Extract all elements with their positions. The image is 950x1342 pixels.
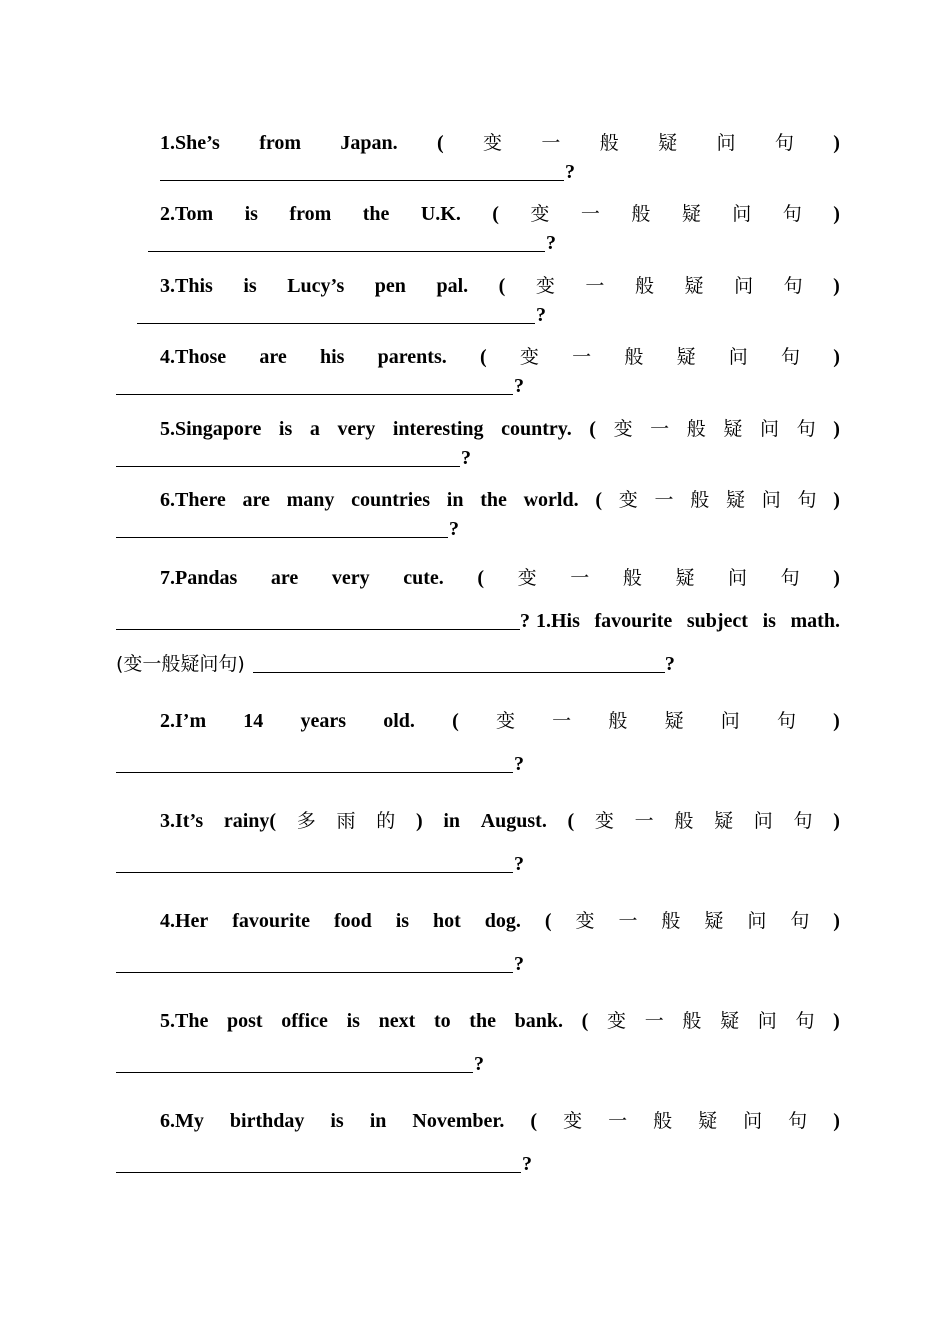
word: ( (452, 710, 459, 732)
word: 句 (790, 910, 810, 932)
answer-blank (160, 160, 575, 184)
word: 一 (585, 275, 605, 297)
answer-blank (116, 374, 524, 398)
word: ( (544, 910, 552, 932)
word: 问 (728, 567, 748, 589)
word: 问 (757, 1010, 777, 1032)
word: ( (479, 346, 487, 368)
answer-line-8 (0, 752, 950, 776)
question-line-8 (0, 709, 950, 733)
word: 疑 (658, 132, 678, 154)
word: 1.His (536, 610, 580, 632)
word: are (270, 567, 299, 589)
word: years (300, 710, 347, 732)
answer-line-9 (0, 852, 950, 876)
word: 的 (376, 810, 396, 832)
word: ) (833, 132, 840, 154)
question-text (536, 609, 840, 633)
word: 一 (654, 489, 674, 511)
word: the (362, 203, 390, 225)
word: 3.It’s (160, 810, 204, 832)
question-line-2 (0, 202, 950, 226)
word: dog. (484, 910, 521, 932)
word: world. (523, 489, 579, 511)
word: a (309, 418, 320, 440)
question-line-5 (0, 417, 950, 441)
word: parents. (377, 346, 447, 368)
word: is (395, 910, 410, 932)
word: 变 (563, 1110, 583, 1132)
word: 一 (541, 132, 561, 154)
word: pen (374, 275, 406, 297)
word: August. (480, 810, 547, 832)
word: very (337, 418, 376, 440)
word: 疑 (725, 489, 745, 511)
word: is (346, 1010, 360, 1032)
answer-line-5 (0, 446, 950, 470)
word: 5.Singapore (160, 418, 262, 440)
word: ) (833, 810, 840, 832)
question-mark: ? (565, 161, 575, 183)
question-line-7 (0, 566, 950, 590)
question-line-12 (0, 1109, 950, 1133)
question-mark: ? (514, 953, 524, 975)
answer-blank (116, 1052, 484, 1076)
word: the (469, 1010, 496, 1032)
question-line-10 (0, 909, 950, 933)
answer-blank (116, 1152, 532, 1176)
word: 句 (776, 710, 796, 732)
answer-blank (116, 952, 524, 976)
word: 变 (535, 275, 555, 297)
word: from (289, 203, 332, 225)
word: cute. (403, 567, 444, 589)
question-mark: ? (449, 518, 459, 540)
word: countries (351, 489, 431, 511)
question-text (160, 417, 840, 441)
word: 5.The (160, 1010, 209, 1032)
word: 句 (797, 489, 817, 511)
question-mark: ? (520, 610, 530, 632)
question-line-4 (0, 345, 950, 369)
word: birthday (229, 1110, 305, 1132)
word: 般 (631, 203, 651, 225)
word: 问 (734, 275, 754, 297)
word: ) (833, 418, 840, 440)
question-line-6 (0, 488, 950, 512)
answer-blank (116, 752, 524, 776)
word: 一 (650, 418, 670, 440)
word: 变 (613, 418, 633, 440)
word: subject (686, 610, 748, 632)
word: ( (498, 275, 506, 297)
answer-blank (137, 303, 546, 327)
answer-line-10 (0, 952, 950, 976)
word: 6.There (160, 489, 226, 511)
word: 句 (782, 203, 802, 225)
word: 般 (661, 910, 681, 932)
answer-blank (148, 231, 556, 255)
word: 一 (570, 567, 590, 589)
word: 一 (618, 910, 638, 932)
word: 变 (618, 489, 638, 511)
word: 变 (594, 810, 614, 832)
word: 变 (519, 346, 539, 368)
word: ( (530, 1110, 538, 1132)
question-text (160, 566, 840, 590)
word: 变 (495, 710, 515, 732)
question-text (160, 1009, 840, 1033)
word: favourite (232, 910, 311, 932)
word: 4.Her (160, 910, 209, 932)
word: math. (790, 610, 840, 632)
question-text (160, 1109, 840, 1133)
word: many (286, 489, 335, 511)
answer-blank (116, 446, 471, 470)
word: is (278, 418, 293, 440)
word: ( (589, 418, 596, 440)
question-line-3 (0, 274, 950, 298)
word: ( (477, 567, 485, 589)
question-mark: ? (474, 1053, 484, 1075)
word: the (480, 489, 507, 511)
word: 问 (753, 810, 773, 832)
answer-line-4 (0, 374, 950, 398)
word: U.K. (420, 203, 461, 225)
word: 问 (728, 346, 748, 368)
word: ) (833, 489, 840, 511)
word: ) (833, 1110, 840, 1132)
word: is (330, 1110, 344, 1132)
word: 变 (483, 132, 503, 154)
word: 般 (599, 132, 619, 154)
question-mark: ? (514, 375, 524, 397)
word: is (244, 203, 258, 225)
word: ( (437, 132, 444, 154)
word: 一 (552, 710, 572, 732)
word: 一 (572, 346, 592, 368)
word: 问 (747, 910, 767, 932)
word: 4.Those (160, 346, 227, 368)
word: 一 (580, 203, 600, 225)
word: post (227, 1010, 263, 1032)
word: 一 (644, 1010, 664, 1032)
word: favourite (594, 610, 673, 632)
word: rainy( (223, 810, 277, 832)
word: very (331, 567, 370, 589)
word: office (281, 1010, 328, 1032)
word: 般 (674, 810, 694, 832)
word: ) (833, 567, 840, 589)
word: food (333, 910, 372, 932)
word: November. (412, 1110, 505, 1132)
word: 变 (607, 1010, 627, 1032)
word: 疑 (704, 910, 724, 932)
word: 1.She’s (160, 132, 220, 154)
word: ) (833, 203, 840, 225)
word: 7.Pandas (160, 567, 238, 589)
word: ) (833, 710, 840, 732)
word: 疑 (684, 275, 704, 297)
word: interesting (392, 418, 484, 440)
answer-line-3 (0, 303, 950, 327)
question-line-11 (0, 1009, 950, 1033)
mixed-line-content (116, 609, 840, 633)
word: in (369, 1110, 387, 1132)
question-text (160, 488, 840, 512)
answer-line-1 (0, 160, 950, 184)
word: 疑 (675, 567, 695, 589)
word: 变 (575, 910, 595, 932)
instruction-text: (变一般疑问句) (116, 653, 245, 675)
word: 问 (761, 489, 781, 511)
word: 句 (796, 418, 816, 440)
question-mark: ? (514, 753, 524, 775)
word: 疑 (676, 346, 696, 368)
word: 一 (634, 810, 654, 832)
word: in (443, 810, 460, 832)
question-text (160, 909, 840, 933)
word: his (319, 346, 345, 368)
question-mark: ? (546, 232, 556, 254)
word: 句 (783, 275, 803, 297)
word: 变 (530, 203, 550, 225)
word: are (242, 489, 270, 511)
word: 疑 (714, 810, 734, 832)
word: 句 (781, 346, 801, 368)
word: 问 (716, 132, 736, 154)
word: 般 (622, 567, 642, 589)
word: next (378, 1010, 416, 1032)
word: 句 (780, 567, 800, 589)
question-mark: ? (461, 447, 471, 469)
answer-blank (116, 652, 675, 676)
word: to (433, 1010, 451, 1032)
question-text (160, 809, 840, 833)
word: ( (567, 810, 575, 832)
word: 般 (682, 1010, 702, 1032)
word: old. (383, 710, 415, 732)
word: 变 (517, 567, 537, 589)
word: 句 (774, 132, 794, 154)
word: 句 (793, 810, 813, 832)
word: 般 (608, 710, 628, 732)
word: from (259, 132, 302, 154)
word: 般 (624, 346, 644, 368)
word: pal. (436, 275, 469, 297)
word: 疑 (723, 418, 743, 440)
question-text (160, 709, 840, 733)
word: ) (833, 275, 840, 297)
word: 2.Tom (160, 203, 214, 225)
word: 3.This (160, 275, 213, 297)
word: 问 (732, 203, 752, 225)
word: ( (581, 1010, 589, 1032)
word: 疑 (698, 1110, 718, 1132)
question-mark: ? (522, 1153, 532, 1175)
word: ) (833, 1010, 840, 1032)
question-text (160, 274, 840, 298)
answer-blank (116, 517, 459, 541)
word: ( (595, 489, 602, 511)
word: hot (433, 910, 461, 932)
word: 句 (795, 1010, 815, 1032)
question-text (160, 345, 840, 369)
word: Lucy’s (287, 275, 345, 297)
word: 多 (296, 810, 316, 832)
word: 般 (653, 1110, 673, 1132)
answer-line-6 (0, 517, 950, 541)
question-line-9 (0, 809, 950, 833)
word: 句 (788, 1110, 808, 1132)
word: 一 (608, 1110, 628, 1132)
answer-blank (116, 852, 524, 876)
word: in (446, 489, 464, 511)
answer-line-12 (0, 1152, 950, 1176)
word: 2.I’m (160, 710, 207, 732)
word: 14 (243, 710, 264, 732)
word: is (243, 275, 257, 297)
word: 疑 (720, 1010, 740, 1032)
word: 疑 (664, 710, 684, 732)
answer-line-2 (0, 231, 950, 255)
word: 般 (690, 489, 710, 511)
word: bank. (514, 1010, 563, 1032)
question-text (160, 131, 840, 155)
mixed-line (0, 609, 950, 633)
word: Japan. (340, 132, 398, 154)
question-text (160, 202, 840, 226)
word: ) (833, 910, 840, 932)
word: 般 (634, 275, 654, 297)
word: ( (492, 203, 499, 225)
question-mark: ? (536, 304, 546, 326)
word: are (259, 346, 287, 368)
word: 问 (720, 710, 740, 732)
question-mark: ? (514, 853, 524, 875)
word: ) (415, 810, 423, 832)
word: is (762, 610, 776, 632)
word: 般 (686, 418, 706, 440)
question-mark: ? (664, 653, 675, 675)
mixed-line-2 (0, 652, 950, 676)
word: 雨 (336, 810, 356, 832)
word: 问 (760, 418, 780, 440)
answer-line-11 (0, 1052, 950, 1076)
word: 疑 (681, 203, 701, 225)
word: ) (833, 346, 840, 368)
word: country. (501, 418, 572, 440)
word: 问 (743, 1110, 763, 1132)
word: 6.My (160, 1110, 204, 1132)
question-line-1 (0, 131, 950, 155)
